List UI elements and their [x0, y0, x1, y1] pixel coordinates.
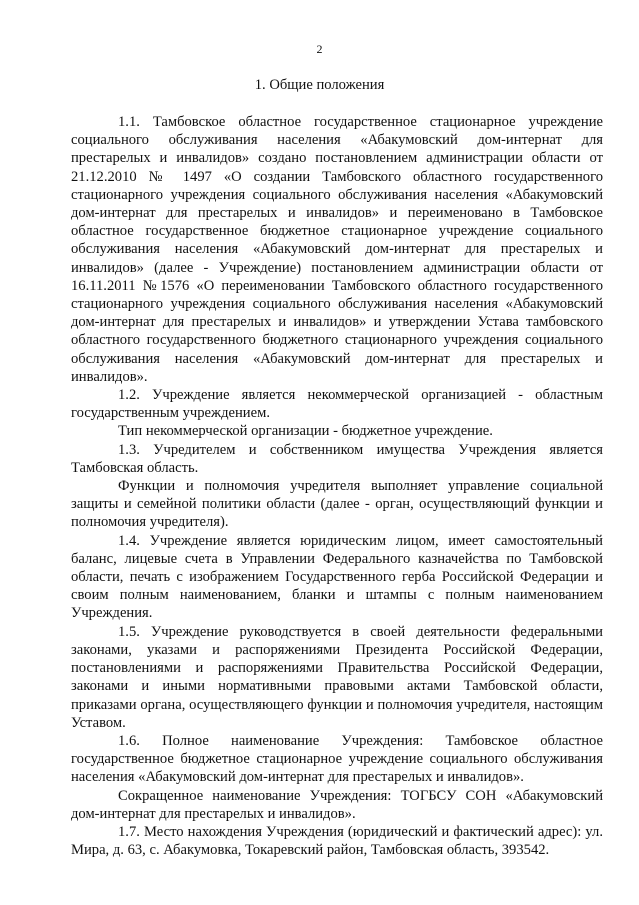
- paragraph-1-4: 1.4. Учреждение является юридическим лицом, имеет самостоятельный баланс, лицевые счета в Управлении Федерального казначейства по Тамбовской области, печать с изображением Государственного герба Российской Федерации и своим полным наименованием, бланки и штампы с полным наименованием Учреждения.: [71, 532, 603, 622]
- paragraph-1-2: 1.2. Учреждение является некоммерческой организацией - областным государственным учреждением.: [71, 387, 603, 422]
- section-title: 1. Общие положения: [254, 77, 385, 93]
- paragraph-short-name: Сокращенное наименование Учреждения: ТОГБСУ СОН «Абакумовский дом-интернат для престарелых и инвалидов».: [71, 787, 603, 822]
- paragraph-1-3: 1.3. Учредителем и собственником имущества Учреждения является Тамбовская область.: [71, 441, 603, 476]
- document-body: [71, 113, 603, 859]
- paragraph-1-7: 1.7. Место нахождения Учреждения (юридический и фактический адрес): ул. Мира, д. 63, с. Абакумовка, Токаревский район, Тамбовская область, 393542.: [71, 823, 603, 859]
- paragraph-organization-type: Тип некоммерческой организации - бюджетное учреждение.: [118, 423, 493, 440]
- paragraph-1-6: 1.6. Полное наименование Учреждения: Тамбовское областное государственное бюджетное стационарное учреждение социального обслуживания населения «Абакумовский дом-интернат для престарелых и инвалидов».: [71, 732, 603, 786]
- page-number: 2: [316, 42, 323, 56]
- paragraph-founder-functions: Функции и полномочия учредителя выполняет управление социальной защиты и семейной политики области (далее - орган, осуществляющий функции и полномочия учредителя).: [71, 478, 603, 531]
- paragraph-1-1: 1.1. Тамбовское областное государственное стационарное учреждение социального обслуживания населения «Абакумовский дом-интернат для престарелых и инвалидов» создано постановлением администрации области от 21.12.2010 № 1497 «О создании Тамбовского областного государственного стационарного учреждения социального обслуживания населения «Абакумовский дом-интернат для престарелых и инвалидов» и переименовано в Тамбовское областное государственное бюджетное стационарное учреждение социального обслуживания населения «Абакумовский дом-интернат для престарелых и инвалидов» (далее - Учреждение) постановлением администрации области от 16.11.2011 №1576 «О переименовании Тамбовского областного государственного стационарного учреждения социального обслуживания населения «Абакумовский дом-интернат для престарелых и инвалидов» и утверждении Устава тамбовского областного государственного бюджетного стационарного учреждения социального обслуживания населения «Абакумовский дом-интернат для престарелых и инвалидов».: [71, 114, 603, 385]
- paragraph-1-5: 1.5. Учреждение руководствуется в своей деятельности федеральными законами, указами и распоряжениями Президента Российской Федерации, постановлениями и распоряжениями Правительства Российской Федерации, законами и иными нормативными правовыми актами Тамбовской области, приказами органа, осуществляющего функции и полномочия учредителя, настоящим Уставом.: [71, 623, 603, 731]
